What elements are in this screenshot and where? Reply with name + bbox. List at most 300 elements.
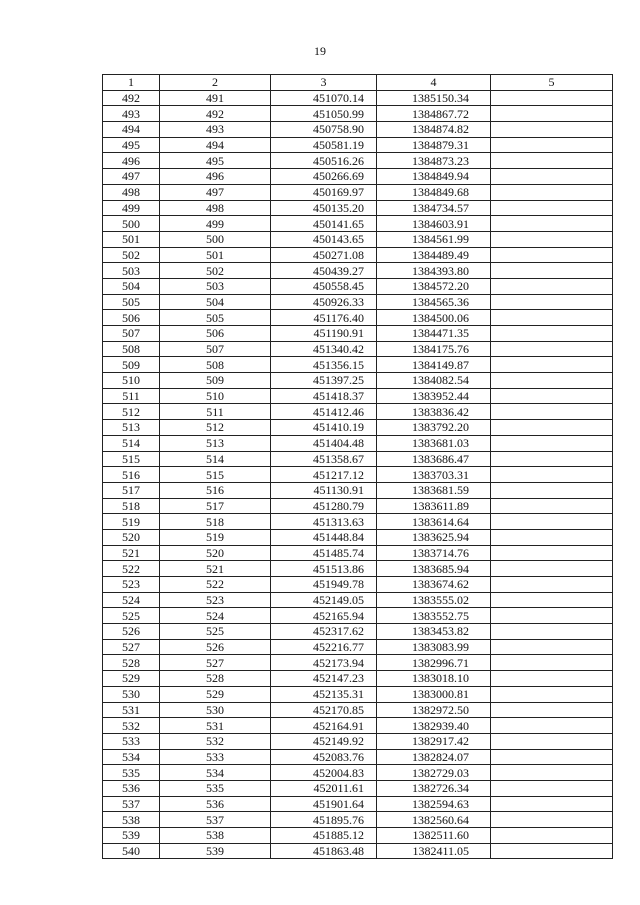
y-coordinate-cell: 1383614.64 bbox=[377, 514, 491, 530]
previous-point-cell: 492 bbox=[160, 106, 271, 122]
point-number-cell: 538 bbox=[103, 812, 160, 828]
y-coordinate-cell: 1384867.72 bbox=[377, 106, 491, 122]
table-row bbox=[103, 733, 613, 749]
point-number-cell: 510 bbox=[103, 373, 160, 389]
point-number-cell: 493 bbox=[103, 106, 160, 122]
table-row bbox=[103, 137, 613, 153]
table-row bbox=[103, 435, 613, 451]
point-number-cell: 533 bbox=[103, 733, 160, 749]
x-coordinate-cell: 451863.48 bbox=[271, 843, 377, 859]
note-cell bbox=[491, 733, 613, 749]
x-coordinate-cell: 452004.83 bbox=[271, 765, 377, 781]
x-coordinate-cell: 450135.20 bbox=[271, 200, 377, 216]
table-row bbox=[103, 373, 613, 389]
table-row bbox=[103, 608, 613, 624]
x-coordinate-cell: 451176.40 bbox=[271, 310, 377, 326]
previous-point-cell: 538 bbox=[160, 828, 271, 844]
note-cell bbox=[491, 765, 613, 781]
x-coordinate-cell: 450926.33 bbox=[271, 294, 377, 310]
note-cell bbox=[491, 169, 613, 185]
table-row bbox=[103, 749, 613, 765]
note-cell bbox=[491, 529, 613, 545]
note-cell bbox=[491, 671, 613, 687]
note-cell bbox=[491, 843, 613, 859]
y-coordinate-cell: 1383681.03 bbox=[377, 435, 491, 451]
note-cell bbox=[491, 341, 613, 357]
y-coordinate-cell: 1384734.57 bbox=[377, 200, 491, 216]
note-cell bbox=[491, 326, 613, 342]
x-coordinate-cell: 451358.67 bbox=[271, 451, 377, 467]
previous-point-cell: 502 bbox=[160, 263, 271, 279]
previous-point-cell: 524 bbox=[160, 608, 271, 624]
previous-point-cell: 497 bbox=[160, 184, 271, 200]
note-cell bbox=[491, 294, 613, 310]
note-cell bbox=[491, 514, 613, 530]
y-coordinate-cell: 1384393.80 bbox=[377, 263, 491, 279]
previous-point-cell: 512 bbox=[160, 420, 271, 436]
y-coordinate-cell: 1383000.81 bbox=[377, 686, 491, 702]
x-coordinate-cell: 450581.19 bbox=[271, 137, 377, 153]
previous-point-cell: 503 bbox=[160, 278, 271, 294]
x-coordinate-cell: 451513.86 bbox=[271, 561, 377, 577]
point-number-cell: 504 bbox=[103, 278, 160, 294]
note-cell bbox=[491, 153, 613, 169]
point-number-cell: 524 bbox=[103, 592, 160, 608]
point-number-cell: 540 bbox=[103, 843, 160, 859]
table-row bbox=[103, 812, 613, 828]
x-coordinate-cell: 452149.92 bbox=[271, 733, 377, 749]
note-cell bbox=[491, 388, 613, 404]
x-coordinate-cell: 450558.45 bbox=[271, 278, 377, 294]
table-row bbox=[103, 765, 613, 781]
table-row bbox=[103, 106, 613, 122]
note-cell bbox=[491, 545, 613, 561]
x-coordinate-cell: 451485.74 bbox=[271, 545, 377, 561]
y-coordinate-cell: 1383453.82 bbox=[377, 624, 491, 640]
x-coordinate-cell: 452147.23 bbox=[271, 671, 377, 687]
point-number-cell: 520 bbox=[103, 529, 160, 545]
note-cell bbox=[491, 184, 613, 200]
note-cell bbox=[491, 90, 613, 106]
table-row bbox=[103, 561, 613, 577]
y-coordinate-cell: 1382726.34 bbox=[377, 780, 491, 796]
note-cell bbox=[491, 828, 613, 844]
table-row bbox=[103, 514, 613, 530]
x-coordinate-cell: 452164.91 bbox=[271, 718, 377, 734]
previous-point-cell: 513 bbox=[160, 435, 271, 451]
point-number-cell: 501 bbox=[103, 231, 160, 247]
x-coordinate-cell: 450439.27 bbox=[271, 263, 377, 279]
note-cell bbox=[491, 780, 613, 796]
point-number-cell: 521 bbox=[103, 545, 160, 561]
x-coordinate-cell: 451130.91 bbox=[271, 482, 377, 498]
note-cell bbox=[491, 310, 613, 326]
y-coordinate-cell: 1383625.94 bbox=[377, 529, 491, 545]
table-row bbox=[103, 686, 613, 702]
note-cell bbox=[491, 577, 613, 593]
point-number-cell: 495 bbox=[103, 137, 160, 153]
y-coordinate-cell: 1383952.44 bbox=[377, 388, 491, 404]
x-coordinate-cell: 451448.84 bbox=[271, 529, 377, 545]
coordinates-table bbox=[102, 74, 613, 859]
point-number-cell: 502 bbox=[103, 247, 160, 263]
y-coordinate-cell: 1382972.50 bbox=[377, 702, 491, 718]
previous-point-cell: 501 bbox=[160, 247, 271, 263]
point-number-cell: 535 bbox=[103, 765, 160, 781]
table-row bbox=[103, 545, 613, 561]
previous-point-cell: 504 bbox=[160, 294, 271, 310]
point-number-cell: 517 bbox=[103, 482, 160, 498]
previous-point-cell: 533 bbox=[160, 749, 271, 765]
y-coordinate-cell: 1382729.03 bbox=[377, 765, 491, 781]
note-cell bbox=[491, 561, 613, 577]
previous-point-cell: 505 bbox=[160, 310, 271, 326]
x-coordinate-cell: 451340.42 bbox=[271, 341, 377, 357]
previous-point-cell: 522 bbox=[160, 577, 271, 593]
y-coordinate-cell: 1382996.71 bbox=[377, 655, 491, 671]
note-cell bbox=[491, 278, 613, 294]
previous-point-cell: 523 bbox=[160, 592, 271, 608]
y-coordinate-cell: 1383686.47 bbox=[377, 451, 491, 467]
table-row bbox=[103, 153, 613, 169]
table-row bbox=[103, 780, 613, 796]
previous-point-cell: 515 bbox=[160, 467, 271, 483]
y-coordinate-cell: 1384572.20 bbox=[377, 278, 491, 294]
x-coordinate-cell: 451901.64 bbox=[271, 796, 377, 812]
point-number-cell: 531 bbox=[103, 702, 160, 718]
x-coordinate-cell: 451404.48 bbox=[271, 435, 377, 451]
previous-point-cell: 493 bbox=[160, 122, 271, 138]
table-row bbox=[103, 828, 613, 844]
point-number-cell: 534 bbox=[103, 749, 160, 765]
previous-point-cell: 525 bbox=[160, 624, 271, 640]
previous-point-cell: 530 bbox=[160, 702, 271, 718]
table-row bbox=[103, 718, 613, 734]
table-row bbox=[103, 122, 613, 138]
x-coordinate-cell: 452083.76 bbox=[271, 749, 377, 765]
point-number-cell: 537 bbox=[103, 796, 160, 812]
point-number-cell: 528 bbox=[103, 655, 160, 671]
x-coordinate-cell: 452165.94 bbox=[271, 608, 377, 624]
y-coordinate-cell: 1384175.76 bbox=[377, 341, 491, 357]
previous-point-cell: 529 bbox=[160, 686, 271, 702]
x-coordinate-cell: 452317.62 bbox=[271, 624, 377, 640]
previous-point-cell: 498 bbox=[160, 200, 271, 216]
table-row bbox=[103, 529, 613, 545]
y-coordinate-cell: 1384471.35 bbox=[377, 326, 491, 342]
x-coordinate-cell: 451949.78 bbox=[271, 577, 377, 593]
point-number-cell: 519 bbox=[103, 514, 160, 530]
table-row bbox=[103, 671, 613, 687]
note-cell bbox=[491, 686, 613, 702]
y-coordinate-cell: 1383674.62 bbox=[377, 577, 491, 593]
y-coordinate-cell: 1385150.34 bbox=[377, 90, 491, 106]
x-coordinate-cell: 452170.85 bbox=[271, 702, 377, 718]
x-coordinate-cell: 451397.25 bbox=[271, 373, 377, 389]
y-coordinate-cell: 1383681.59 bbox=[377, 482, 491, 498]
x-coordinate-cell: 451418.37 bbox=[271, 388, 377, 404]
x-coordinate-cell: 451280.79 bbox=[271, 498, 377, 514]
previous-point-cell: 527 bbox=[160, 655, 271, 671]
table-header bbox=[103, 75, 613, 91]
note-cell bbox=[491, 639, 613, 655]
table-row bbox=[103, 294, 613, 310]
table-row bbox=[103, 655, 613, 671]
x-coordinate-cell: 450141.65 bbox=[271, 216, 377, 232]
y-coordinate-cell: 1384603.91 bbox=[377, 216, 491, 232]
previous-point-cell: 526 bbox=[160, 639, 271, 655]
previous-point-cell: 537 bbox=[160, 812, 271, 828]
y-coordinate-cell: 1384149.87 bbox=[377, 357, 491, 373]
note-cell bbox=[491, 592, 613, 608]
previous-point-cell: 507 bbox=[160, 341, 271, 357]
table-row bbox=[103, 639, 613, 655]
previous-point-cell: 528 bbox=[160, 671, 271, 687]
point-number-cell: 505 bbox=[103, 294, 160, 310]
note-cell bbox=[491, 435, 613, 451]
note-cell bbox=[491, 200, 613, 216]
point-number-cell: 512 bbox=[103, 404, 160, 420]
point-number-cell: 530 bbox=[103, 686, 160, 702]
column-header-3: 3 bbox=[271, 75, 377, 91]
point-number-cell: 527 bbox=[103, 639, 160, 655]
point-number-cell: 497 bbox=[103, 169, 160, 185]
x-coordinate-cell: 452135.31 bbox=[271, 686, 377, 702]
y-coordinate-cell: 1383611.89 bbox=[377, 498, 491, 514]
x-coordinate-cell: 451050.99 bbox=[271, 106, 377, 122]
point-number-cell: 511 bbox=[103, 388, 160, 404]
point-number-cell: 518 bbox=[103, 498, 160, 514]
point-number-cell: 509 bbox=[103, 357, 160, 373]
note-cell bbox=[491, 718, 613, 734]
column-header-2: 2 bbox=[160, 75, 271, 91]
x-coordinate-cell: 450516.26 bbox=[271, 153, 377, 169]
previous-point-cell: 500 bbox=[160, 231, 271, 247]
x-coordinate-cell: 452173.94 bbox=[271, 655, 377, 671]
previous-point-cell: 491 bbox=[160, 90, 271, 106]
point-number-cell: 515 bbox=[103, 451, 160, 467]
y-coordinate-cell: 1384874.82 bbox=[377, 122, 491, 138]
x-coordinate-cell: 451356.15 bbox=[271, 357, 377, 373]
previous-point-cell: 521 bbox=[160, 561, 271, 577]
previous-point-cell: 535 bbox=[160, 780, 271, 796]
page-number: 19 bbox=[314, 44, 326, 58]
y-coordinate-cell: 1382511.60 bbox=[377, 828, 491, 844]
table-row bbox=[103, 200, 613, 216]
previous-point-cell: 509 bbox=[160, 373, 271, 389]
note-cell bbox=[491, 796, 613, 812]
previous-point-cell: 495 bbox=[160, 153, 271, 169]
table-row bbox=[103, 357, 613, 373]
point-number-cell: 506 bbox=[103, 310, 160, 326]
note-cell bbox=[491, 608, 613, 624]
previous-point-cell: 508 bbox=[160, 357, 271, 373]
y-coordinate-cell: 1382560.64 bbox=[377, 812, 491, 828]
table-row bbox=[103, 184, 613, 200]
x-coordinate-cell: 451313.63 bbox=[271, 514, 377, 530]
table-row bbox=[103, 310, 613, 326]
previous-point-cell: 496 bbox=[160, 169, 271, 185]
point-number-cell: 539 bbox=[103, 828, 160, 844]
y-coordinate-cell: 1384082.54 bbox=[377, 373, 491, 389]
point-number-cell: 525 bbox=[103, 608, 160, 624]
note-cell bbox=[491, 357, 613, 373]
x-coordinate-cell: 451217.12 bbox=[271, 467, 377, 483]
point-number-cell: 492 bbox=[103, 90, 160, 106]
note-cell bbox=[491, 247, 613, 263]
note-cell bbox=[491, 655, 613, 671]
point-number-cell: 507 bbox=[103, 326, 160, 342]
x-coordinate-cell: 451410.19 bbox=[271, 420, 377, 436]
x-coordinate-cell: 450758.90 bbox=[271, 122, 377, 138]
y-coordinate-cell: 1383792.20 bbox=[377, 420, 491, 436]
previous-point-cell: 519 bbox=[160, 529, 271, 545]
x-coordinate-cell: 451190.91 bbox=[271, 326, 377, 342]
note-cell bbox=[491, 702, 613, 718]
x-coordinate-cell: 451895.76 bbox=[271, 812, 377, 828]
point-number-cell: 514 bbox=[103, 435, 160, 451]
column-header-4: 4 bbox=[377, 75, 491, 91]
point-number-cell: 523 bbox=[103, 577, 160, 593]
table-body bbox=[103, 90, 613, 859]
note-cell bbox=[491, 420, 613, 436]
point-number-cell: 522 bbox=[103, 561, 160, 577]
x-coordinate-cell: 450143.65 bbox=[271, 231, 377, 247]
y-coordinate-cell: 1384879.31 bbox=[377, 137, 491, 153]
point-number-cell: 494 bbox=[103, 122, 160, 138]
y-coordinate-cell: 1384489.49 bbox=[377, 247, 491, 263]
y-coordinate-cell: 1383836.42 bbox=[377, 404, 491, 420]
column-header-1: 1 bbox=[103, 75, 160, 91]
table-row bbox=[103, 278, 613, 294]
point-number-cell: 516 bbox=[103, 467, 160, 483]
point-number-cell: 496 bbox=[103, 153, 160, 169]
y-coordinate-cell: 1383083.99 bbox=[377, 639, 491, 655]
previous-point-cell: 506 bbox=[160, 326, 271, 342]
table-row bbox=[103, 263, 613, 279]
table-row bbox=[103, 341, 613, 357]
table-row bbox=[103, 577, 613, 593]
table-row bbox=[103, 843, 613, 859]
previous-point-cell: 514 bbox=[160, 451, 271, 467]
note-cell bbox=[491, 749, 613, 765]
note-cell bbox=[491, 482, 613, 498]
y-coordinate-cell: 1383714.76 bbox=[377, 545, 491, 561]
x-coordinate-cell: 451412.46 bbox=[271, 404, 377, 420]
previous-point-cell: 520 bbox=[160, 545, 271, 561]
header-row bbox=[103, 75, 613, 91]
previous-point-cell: 539 bbox=[160, 843, 271, 859]
previous-point-cell: 518 bbox=[160, 514, 271, 530]
y-coordinate-cell: 1383555.02 bbox=[377, 592, 491, 608]
table-row bbox=[103, 388, 613, 404]
point-number-cell: 499 bbox=[103, 200, 160, 216]
previous-point-cell: 499 bbox=[160, 216, 271, 232]
point-number-cell: 536 bbox=[103, 780, 160, 796]
y-coordinate-cell: 1384849.68 bbox=[377, 184, 491, 200]
point-number-cell: 529 bbox=[103, 671, 160, 687]
previous-point-cell: 532 bbox=[160, 733, 271, 749]
note-cell bbox=[491, 404, 613, 420]
table-row bbox=[103, 482, 613, 498]
y-coordinate-cell: 1382917.42 bbox=[377, 733, 491, 749]
point-number-cell: 508 bbox=[103, 341, 160, 357]
x-coordinate-cell: 450266.69 bbox=[271, 169, 377, 185]
table-row bbox=[103, 404, 613, 420]
previous-point-cell: 536 bbox=[160, 796, 271, 812]
note-cell bbox=[491, 263, 613, 279]
x-coordinate-cell: 452011.61 bbox=[271, 780, 377, 796]
y-coordinate-cell: 1382594.63 bbox=[377, 796, 491, 812]
table-row bbox=[103, 702, 613, 718]
table-row bbox=[103, 451, 613, 467]
table-row bbox=[103, 169, 613, 185]
y-coordinate-cell: 1384873.23 bbox=[377, 153, 491, 169]
note-cell bbox=[491, 231, 613, 247]
table-row bbox=[103, 420, 613, 436]
note-cell bbox=[491, 373, 613, 389]
x-coordinate-cell: 450169.97 bbox=[271, 184, 377, 200]
note-cell bbox=[491, 467, 613, 483]
previous-point-cell: 534 bbox=[160, 765, 271, 781]
table-row bbox=[103, 592, 613, 608]
table-row bbox=[103, 216, 613, 232]
y-coordinate-cell: 1384565.36 bbox=[377, 294, 491, 310]
point-number-cell: 503 bbox=[103, 263, 160, 279]
previous-point-cell: 531 bbox=[160, 718, 271, 734]
y-coordinate-cell: 1384849.94 bbox=[377, 169, 491, 185]
note-cell bbox=[491, 106, 613, 122]
point-number-cell: 526 bbox=[103, 624, 160, 640]
y-coordinate-cell: 1383018.10 bbox=[377, 671, 491, 687]
table-row bbox=[103, 467, 613, 483]
previous-point-cell: 510 bbox=[160, 388, 271, 404]
note-cell bbox=[491, 451, 613, 467]
note-cell bbox=[491, 137, 613, 153]
point-number-cell: 532 bbox=[103, 718, 160, 734]
y-coordinate-cell: 1383552.75 bbox=[377, 608, 491, 624]
x-coordinate-cell: 452216.77 bbox=[271, 639, 377, 655]
point-number-cell: 500 bbox=[103, 216, 160, 232]
note-cell bbox=[491, 216, 613, 232]
table-row bbox=[103, 247, 613, 263]
table-row bbox=[103, 326, 613, 342]
previous-point-cell: 517 bbox=[160, 498, 271, 514]
previous-point-cell: 511 bbox=[160, 404, 271, 420]
note-cell bbox=[491, 498, 613, 514]
y-coordinate-cell: 1383703.31 bbox=[377, 467, 491, 483]
point-number-cell: 513 bbox=[103, 420, 160, 436]
point-number-cell: 498 bbox=[103, 184, 160, 200]
y-coordinate-cell: 1384500.06 bbox=[377, 310, 491, 326]
x-coordinate-cell: 451885.12 bbox=[271, 828, 377, 844]
table-row bbox=[103, 796, 613, 812]
table-row bbox=[103, 90, 613, 106]
previous-point-cell: 494 bbox=[160, 137, 271, 153]
y-coordinate-cell: 1384561.99 bbox=[377, 231, 491, 247]
y-coordinate-cell: 1383685.94 bbox=[377, 561, 491, 577]
x-coordinate-cell: 450271.08 bbox=[271, 247, 377, 263]
note-cell bbox=[491, 624, 613, 640]
table-row bbox=[103, 624, 613, 640]
column-header-5: 5 bbox=[491, 75, 613, 91]
x-coordinate-cell: 451070.14 bbox=[271, 90, 377, 106]
note-cell bbox=[491, 122, 613, 138]
note-cell bbox=[491, 812, 613, 828]
previous-point-cell: 516 bbox=[160, 482, 271, 498]
y-coordinate-cell: 1382939.40 bbox=[377, 718, 491, 734]
table-row bbox=[103, 498, 613, 514]
